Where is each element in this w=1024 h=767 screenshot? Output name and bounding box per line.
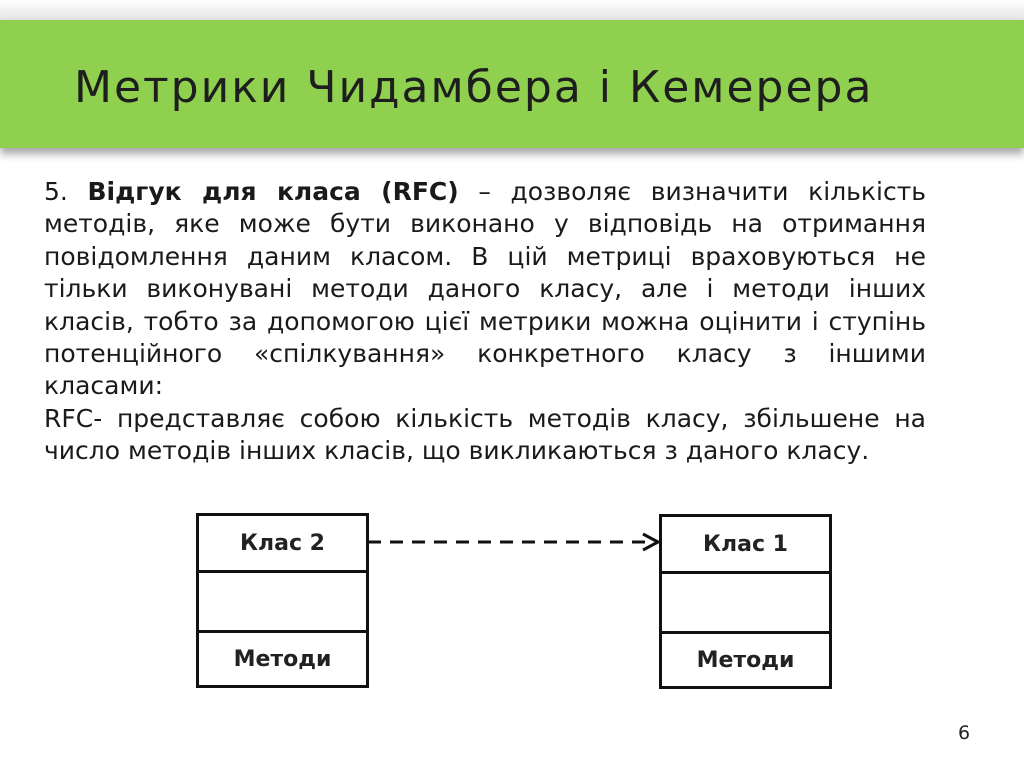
uml-class-source [196,513,369,688]
top-gradient [0,0,1024,22]
slide-content [44,176,926,468]
slide-title: Метрики Чидамбера і Кемерера [74,62,874,113]
class-methods-cell: Методи [233,646,332,672]
class-attributes-cell [662,574,829,634]
rfc-formula-paragraph: RFC- представляє собою кількість методів класу, збільшене на число методів інших класів, що викликаються з даного класу. [44,403,926,466]
slide-number: 6 [958,722,971,744]
class-name-cell: Клас 2 [199,516,366,573]
item-index: 5. [44,177,88,206]
rfc-definition-paragraph [44,176,926,403]
title-bar [0,20,1024,148]
class-methods-cell: Методи [696,647,795,673]
class-name-cell: Клас 1 [662,517,829,574]
arrowhead-icon [643,534,658,550]
dependency-arrow [368,530,662,554]
uml-class-target [659,514,832,689]
class-attributes-cell [199,573,366,633]
rfc-term: Відгук для класа (RFC) [87,177,459,206]
rfc-definition-text: – дозволяє визначити кількість методів, яке може бути виконано у відповідь на отримання повідомлення даним класом. В цій метриці враховуються не тільки виконувані методи даного класу, але і методи інших класів, тобто за допомогою цієї метрики можна оцінити і ступінь потенційного «спілкування» конкретного класу з іншими класами: [44,177,926,401]
